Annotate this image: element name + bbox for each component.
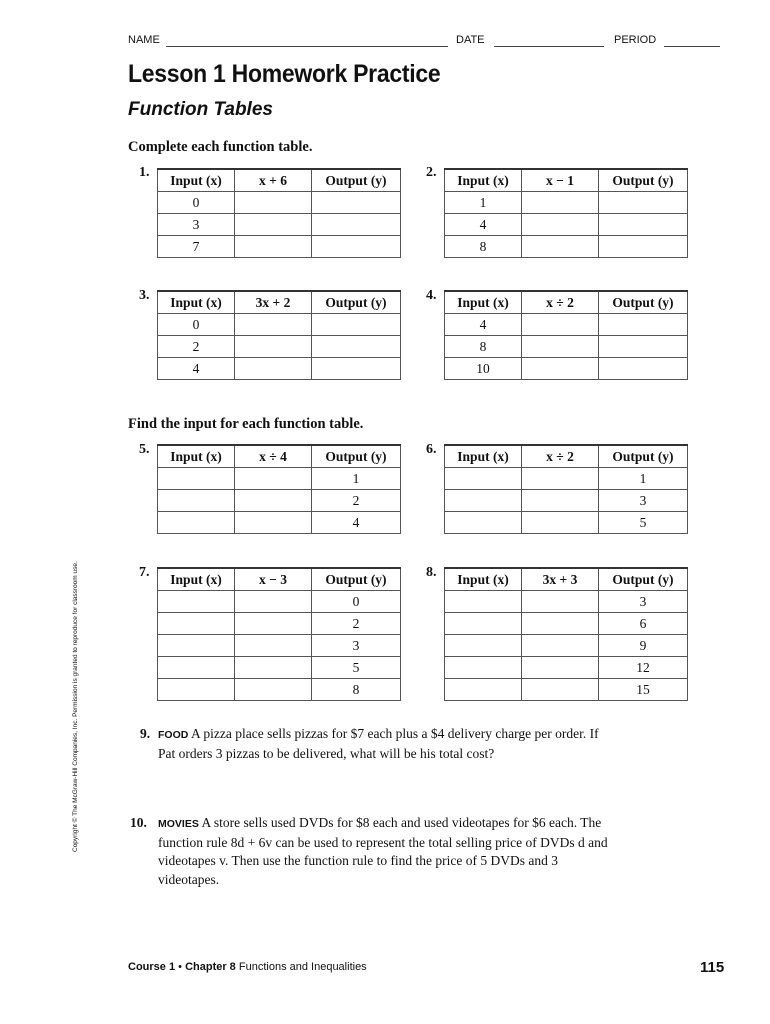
output-cell[interactable] bbox=[312, 336, 401, 358]
function-table-8 bbox=[444, 567, 688, 701]
rule-cell[interactable] bbox=[235, 358, 312, 380]
function-table-7 bbox=[157, 567, 401, 701]
table-row bbox=[158, 336, 401, 358]
table-row bbox=[445, 657, 688, 679]
rule-cell[interactable] bbox=[522, 314, 599, 336]
header-output: Output (y) bbox=[599, 445, 688, 468]
table-row bbox=[158, 358, 401, 380]
output-cell: 8 bbox=[312, 679, 401, 701]
input-cell[interactable] bbox=[445, 591, 522, 613]
rule-cell[interactable] bbox=[235, 468, 312, 490]
problem-number: 3. bbox=[139, 288, 150, 303]
table-row bbox=[158, 214, 401, 236]
page-number: 115 bbox=[700, 959, 725, 976]
function-table-2 bbox=[444, 168, 688, 258]
output-cell[interactable] bbox=[599, 214, 688, 236]
input-cell[interactable] bbox=[158, 468, 235, 490]
table-row bbox=[445, 679, 688, 701]
section-find-input-heading: Find the input for each function table. bbox=[128, 416, 364, 432]
table-row bbox=[158, 613, 401, 635]
table-row bbox=[445, 336, 688, 358]
table-row bbox=[158, 314, 401, 336]
table-row bbox=[158, 635, 401, 657]
output-cell: 12 bbox=[599, 657, 688, 679]
table-row bbox=[158, 236, 401, 258]
output-cell: 1 bbox=[599, 468, 688, 490]
header-input: Input (x) bbox=[445, 169, 522, 192]
problem-text: A store sells used DVDs for $8 each and used videotapes for $6 each. The function rule 8d + 6v can be used to represent the total selling price of DVDs d and videotapes v. Then use the function rule to find the price of 5 DVDs and 3 videotapes. bbox=[158, 815, 608, 887]
input-cell: 3 bbox=[158, 214, 235, 236]
input-cell: 10 bbox=[445, 358, 522, 380]
rule-cell[interactable] bbox=[522, 657, 599, 679]
rule-cell[interactable] bbox=[235, 214, 312, 236]
input-cell: 7 bbox=[158, 236, 235, 258]
rule-cell[interactable] bbox=[235, 635, 312, 657]
rule-cell[interactable] bbox=[235, 314, 312, 336]
rule-cell[interactable] bbox=[235, 236, 312, 258]
output-cell[interactable] bbox=[599, 236, 688, 258]
function-table-3 bbox=[157, 290, 401, 380]
input-cell: 0 bbox=[158, 314, 235, 336]
table-row bbox=[158, 591, 401, 613]
table-row bbox=[445, 192, 688, 214]
header-rule: x − 3 bbox=[235, 568, 312, 591]
output-cell[interactable] bbox=[599, 336, 688, 358]
input-cell: 4 bbox=[158, 358, 235, 380]
footer-chapter-title: Functions and Inequalities bbox=[238, 961, 367, 973]
header-output: Output (y) bbox=[599, 291, 688, 314]
rule-cell[interactable] bbox=[235, 512, 312, 534]
input-cell: 4 bbox=[445, 314, 522, 336]
output-cell: 2 bbox=[312, 613, 401, 635]
output-cell: 3 bbox=[599, 591, 688, 613]
header-rule: 3x + 2 bbox=[235, 291, 312, 314]
rule-cell[interactable] bbox=[522, 192, 599, 214]
input-cell[interactable] bbox=[445, 635, 522, 657]
output-cell[interactable] bbox=[312, 236, 401, 258]
output-cell[interactable] bbox=[312, 214, 401, 236]
input-cell[interactable] bbox=[158, 657, 235, 679]
header-input: Input (x) bbox=[158, 445, 235, 468]
header-input: Input (x) bbox=[445, 568, 522, 591]
output-cell: 5 bbox=[599, 512, 688, 534]
input-cell[interactable] bbox=[445, 613, 522, 635]
table-row bbox=[158, 468, 401, 490]
input-cell[interactable] bbox=[158, 679, 235, 701]
output-cell[interactable] bbox=[312, 314, 401, 336]
input-cell[interactable] bbox=[445, 512, 522, 534]
input-cell: 8 bbox=[445, 336, 522, 358]
table-row bbox=[445, 236, 688, 258]
header-rule: x ÷ 2 bbox=[522, 445, 599, 468]
rule-cell[interactable] bbox=[235, 490, 312, 512]
header-output: Output (y) bbox=[312, 568, 401, 591]
problem-number: 6. bbox=[426, 442, 437, 457]
problem-number: 5. bbox=[139, 442, 150, 457]
output-cell[interactable] bbox=[312, 192, 401, 214]
rule-cell[interactable] bbox=[235, 657, 312, 679]
rule-cell[interactable] bbox=[522, 613, 599, 635]
output-cell[interactable] bbox=[599, 192, 688, 214]
page-subtitle: Function Tables bbox=[128, 99, 273, 120]
rule-cell[interactable] bbox=[235, 679, 312, 701]
problem-text: A pizza place sells pizzas for $7 each plus a $4 delivery charge per order. If Pat orders 3 pizzas to be delivered, what will be his total cost? bbox=[158, 726, 599, 761]
input-cell[interactable] bbox=[445, 468, 522, 490]
section-complete-heading: Complete each function table. bbox=[128, 139, 313, 155]
table-row bbox=[158, 490, 401, 512]
date-label: DATE bbox=[456, 34, 485, 46]
rule-cell[interactable] bbox=[522, 635, 599, 657]
function-table-6 bbox=[444, 444, 688, 534]
rule-cell[interactable] bbox=[235, 192, 312, 214]
header-rule: x + 6 bbox=[235, 169, 312, 192]
header-input: Input (x) bbox=[445, 291, 522, 314]
problem-number: 8. bbox=[426, 565, 437, 580]
table-row bbox=[445, 613, 688, 635]
problem-keyword: FOOD bbox=[158, 729, 189, 741]
problem-keyword: MOVIES bbox=[158, 818, 199, 830]
output-cell: 6 bbox=[599, 613, 688, 635]
header-output: Output (y) bbox=[312, 169, 401, 192]
problem-number: 1. bbox=[139, 165, 150, 180]
output-cell[interactable] bbox=[599, 358, 688, 380]
header-input: Input (x) bbox=[158, 568, 235, 591]
word-problem-10 bbox=[130, 814, 610, 889]
function-table-4 bbox=[444, 290, 688, 380]
rule-cell[interactable] bbox=[522, 490, 599, 512]
function-table-1 bbox=[157, 168, 401, 258]
word-problem-9 bbox=[130, 725, 610, 763]
output-cell: 4 bbox=[312, 512, 401, 534]
period-label: PERIOD bbox=[614, 34, 657, 46]
table-row bbox=[158, 679, 401, 701]
table-row bbox=[158, 192, 401, 214]
rule-cell[interactable] bbox=[522, 336, 599, 358]
input-cell: 0 bbox=[158, 192, 235, 214]
name-label: NAME bbox=[128, 34, 160, 46]
output-cell: 3 bbox=[312, 635, 401, 657]
input-cell[interactable] bbox=[158, 512, 235, 534]
function-table-5 bbox=[157, 444, 401, 534]
rule-cell[interactable] bbox=[522, 358, 599, 380]
output-cell: 2 bbox=[312, 490, 401, 512]
header-rule: 3x + 3 bbox=[522, 568, 599, 591]
rule-cell[interactable] bbox=[522, 236, 599, 258]
student-info-header bbox=[128, 34, 720, 50]
table-row bbox=[445, 358, 688, 380]
period-blank[interactable] bbox=[664, 46, 720, 47]
header-output: Output (y) bbox=[312, 445, 401, 468]
rule-cell[interactable] bbox=[235, 613, 312, 635]
header-rule: x ÷ 2 bbox=[522, 291, 599, 314]
output-cell: 5 bbox=[312, 657, 401, 679]
table-row bbox=[445, 314, 688, 336]
table-row bbox=[445, 468, 688, 490]
output-cell: 3 bbox=[599, 490, 688, 512]
copyright-notice: Copyright © The McGraw-Hill Companies, Inc. Permission is granted to reproduce for classroom use. bbox=[72, 561, 79, 852]
footer-bullet: • bbox=[178, 961, 182, 973]
table-row bbox=[445, 214, 688, 236]
table-row bbox=[158, 657, 401, 679]
problem-number: 9. bbox=[140, 726, 151, 741]
header-output: Output (y) bbox=[599, 568, 688, 591]
page-footer bbox=[128, 961, 367, 973]
output-cell[interactable] bbox=[599, 314, 688, 336]
header-output: Output (y) bbox=[599, 169, 688, 192]
input-cell: 2 bbox=[158, 336, 235, 358]
table-row bbox=[445, 512, 688, 534]
output-cell: 0 bbox=[312, 591, 401, 613]
header-rule: x − 1 bbox=[522, 169, 599, 192]
input-cell: 1 bbox=[445, 192, 522, 214]
rule-cell[interactable] bbox=[235, 336, 312, 358]
output-cell[interactable] bbox=[312, 358, 401, 380]
header-input: Input (x) bbox=[158, 291, 235, 314]
rule-cell[interactable] bbox=[522, 591, 599, 613]
name-blank[interactable] bbox=[166, 46, 448, 47]
problem-number: 2. bbox=[426, 165, 437, 180]
table-row bbox=[445, 635, 688, 657]
rule-cell[interactable] bbox=[235, 591, 312, 613]
header-input: Input (x) bbox=[158, 169, 235, 192]
header-output: Output (y) bbox=[312, 291, 401, 314]
table-row bbox=[445, 490, 688, 512]
footer-course: Course 1 bbox=[128, 961, 176, 973]
table-row bbox=[158, 512, 401, 534]
rule-cell[interactable] bbox=[522, 679, 599, 701]
header-input: Input (x) bbox=[445, 445, 522, 468]
rule-cell[interactable] bbox=[522, 468, 599, 490]
rule-cell[interactable] bbox=[522, 214, 599, 236]
page-title: Lesson 1 Homework Practice bbox=[128, 60, 441, 88]
rule-cell[interactable] bbox=[522, 512, 599, 534]
date-blank[interactable] bbox=[494, 46, 604, 47]
output-cell: 9 bbox=[599, 635, 688, 657]
input-cell[interactable] bbox=[158, 635, 235, 657]
problem-number: 4. bbox=[426, 288, 437, 303]
input-cell[interactable] bbox=[445, 657, 522, 679]
output-cell: 15 bbox=[599, 679, 688, 701]
input-cell[interactable] bbox=[445, 490, 522, 512]
footer-chapter: Chapter 8 bbox=[185, 961, 236, 973]
input-cell[interactable] bbox=[445, 679, 522, 701]
header-rule: x ÷ 4 bbox=[235, 445, 312, 468]
problem-number: 7. bbox=[139, 565, 150, 580]
problem-number: 10. bbox=[130, 815, 147, 830]
input-cell: 4 bbox=[445, 214, 522, 236]
input-cell[interactable] bbox=[158, 613, 235, 635]
input-cell[interactable] bbox=[158, 490, 235, 512]
table-row bbox=[445, 591, 688, 613]
output-cell: 1 bbox=[312, 468, 401, 490]
input-cell: 8 bbox=[445, 236, 522, 258]
input-cell[interactable] bbox=[158, 591, 235, 613]
